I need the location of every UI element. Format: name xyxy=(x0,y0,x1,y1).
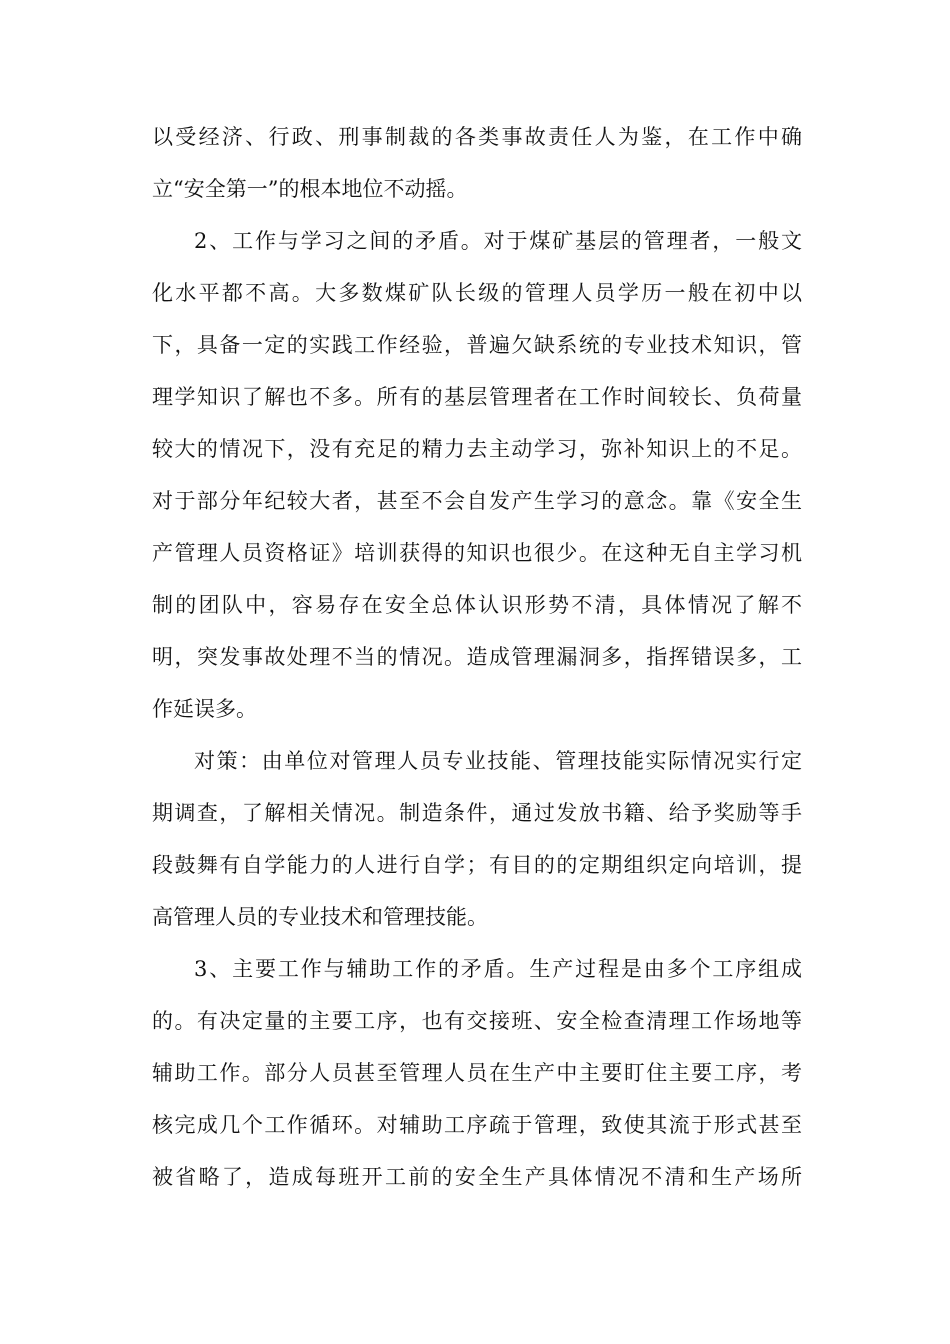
text-line: 以受经济、行政、刑事制裁的各类事故责任人为鉴，在工作中确 xyxy=(152,125,802,149)
text-line: 期调查，了解相关情况。制造条件，通过发放书籍、给予奖励等手 xyxy=(152,801,802,825)
text-line: 对于部分年纪较大者，甚至不会自发产生学习的意念。靠《安全生 xyxy=(152,489,802,513)
paragraph-start-line: 对策：由单位对管理人员专业技能、管理技能实际情况实行定 xyxy=(194,749,802,773)
paragraph-start-line: 2、工作与学习之间的矛盾。对于煤矿基层的管理者，一般文 xyxy=(194,229,802,253)
text-line: 化水平都不高。大多数煤矿队长级的管理人员学历一般在初中以 xyxy=(152,281,802,305)
text-line: 的。有决定量的主要工序，也有交接班、安全检查清理工作场地等 xyxy=(152,1009,802,1033)
text-line: 高管理人员的专业技术和管理技能。 xyxy=(152,905,488,929)
text-line: 产管理人员资格证》培训获得的知识也很少。在这种无自主学习机 xyxy=(152,541,802,565)
text-line: 立“安全第一”的根本地位不动摇。 xyxy=(152,177,468,201)
text-line: 作延误多。 xyxy=(152,697,257,721)
text-line: 段鼓舞有自学能力的人进行自学；有目的的定期组织定向培训，提 xyxy=(152,853,802,877)
text-line: 理学知识了解也不多。所有的基层管理者在工作时间较长、负荷量 xyxy=(152,385,802,409)
text-line: 核完成几个工作循环。对辅助工序疏于管理，致使其流于形式甚至 xyxy=(152,1113,802,1137)
paragraph-start-line: 3、主要工作与辅助工作的矛盾。生产过程是由多个工序组成 xyxy=(194,957,802,981)
text-line: 制的团队中，容易存在安全总体认识形势不清，具体情况了解不 xyxy=(152,593,802,617)
text-line: 辅助工作。部分人员甚至管理人员在生产中主要盯住主要工序，考 xyxy=(152,1061,802,1085)
text-line: 较大的情况下，没有充足的精力去主动学习，弥补知识上的不足。 xyxy=(152,437,802,461)
text-line: 被省略了，造成每班开工前的安全生产具体情况不清和生产场所 xyxy=(152,1165,802,1189)
text-line: 下，具备一定的实践工作经验，普遍欠缺系统的专业技术知识，管 xyxy=(152,333,802,357)
text-line: 明，突发事故处理不当的情况。造成管理漏洞多，指挥错误多，工 xyxy=(152,645,802,669)
